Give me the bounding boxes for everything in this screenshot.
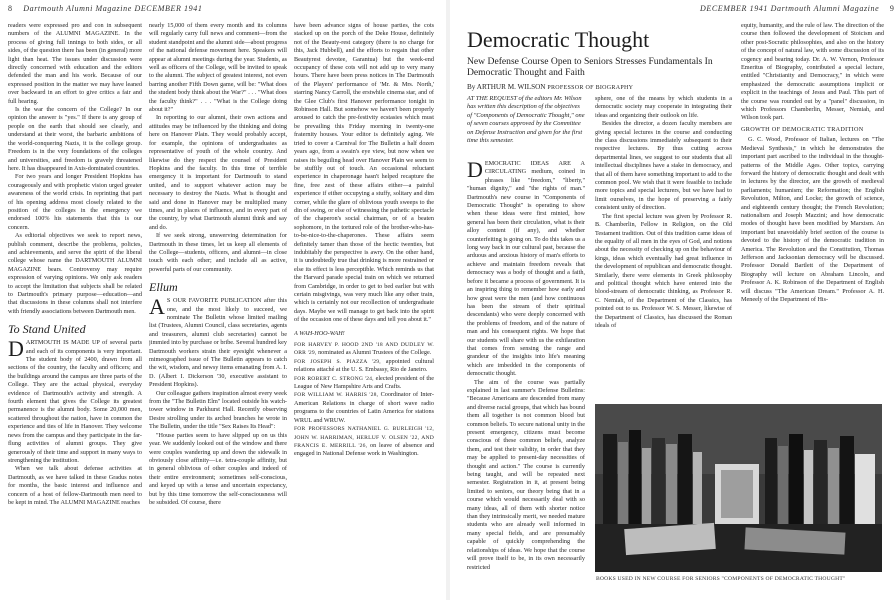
editor-intro: AT THE REQUEST of the editors Mr. Wilson has written this description of the objectives of "Components of Democratic Thought," one of seven courses approved by the Committee on Defense Instruction and given for the first time this semester. (467, 95, 585, 145)
right-column-3 (741, 22, 884, 400)
left-column-2 (149, 22, 287, 597)
credit-item: FOR JOSEPH S. PIAZZA '29, appointed cultural relations attaché at the U. S. Embassy, Rio de Janeiro. (294, 357, 434, 374)
byline-author: By ARTHUR M. WILSON (467, 83, 546, 91)
right-head-text: DECEMBER 1941 Dartmouth Alumni Magazine (700, 4, 880, 13)
paragraph: When we talk about defense activities at Dartmouth, as we have talked in these Gradus notes for months, the basic interest and influence and concern of a host of fellow-Dartmouth men need to be kept in mind. The ALUMNI MAGAZINE reaches (8, 465, 142, 506)
paragraph: Our colleague gathers inspiration almost every week from the "The Bulletin Elm" located outside his watch-tower window in Parkhurst Hall. Recently observing Desire strolling under its arched branches he wrote in The Bulletin, under the title "Sex Raises Its Head": (149, 389, 287, 431)
books-photo-image (595, 404, 882, 572)
left-column-3 (294, 22, 434, 597)
wah-hoo-wah-heading: A WAH-HOO-WAH! (294, 329, 345, 337)
paragraph: For two years and longer President Hopkins has courageously and with prophetic vision urged greater awareness of the world crisis. In reprinting that part of his opening address most closely related to the position of the colleges in the emergency we endorsed 100% his statements that this is our concern. (8, 173, 142, 231)
right-column-2 (595, 95, 732, 400)
article-subtitle: New Defense Course Open to Seniors Stresses Fundamentals In Democratic Thought and Faith (467, 56, 713, 78)
credit-item: FOR WILLIAM W. HARRIS '28, Coordinator of Inter-American Relations in charge of short wave radio programs to the countries of Latin America for stations WRUL and WRUW. (294, 391, 434, 424)
left-page-number: 8 (8, 4, 13, 13)
left-column-1 (8, 22, 142, 597)
credit-item: FOR ROBERT C. STRONG '24, elected president of the League of New Hampshire Arts and Crafts. (294, 374, 434, 391)
credit-item: FOR PROFESSORS NATHANIEL G. BURLEIGH '12, JOHN W. HARRIMAN, HERLUF V. OLSEN '22, AND FRANCIS E. MERRILL '26, on leave of absence and engaged in National Defense work in Washington. (294, 426, 434, 458)
left-running-head (8, 4, 202, 13)
drop-cap: A (149, 294, 165, 320)
right-column-1 (467, 160, 585, 597)
section-heading-stand-united: To Stand United (8, 322, 86, 337)
paragraph: sphere, one of the means by which students in a democratic society may cooperate in integrating their ideas and organizing their outlook on life. (595, 95, 732, 119)
credit-item: FOR HARVEY P. HOOD 2ND '18 AND DUDLEY W. ORR '29, nominated as Alumni Trustees of the College. (294, 342, 434, 357)
drop-cap: D (467, 160, 483, 182)
drop-cap: D (8, 336, 24, 362)
right-running-head (700, 4, 894, 13)
books-photo (595, 404, 882, 572)
paragraph: "House parties seem to have slipped up on us this year. We suddenly looked out of the window and there were couples wandering up and down the sidewalk in obviously close affinity—i.e. tetra-couple affinity, but in general oblivious of other couples and indeed of their entire environment; sometimes self-conscious, and keyed up with a tense and uncertain expectancy, but by this time tomorrow the self-consciousness will be subsided. Of course, there (149, 431, 287, 506)
photo-caption: BOOKS USED IN NEW COURSE FOR SENIORS "COMPONENTS OF DEMOCRATIC THOUGHT" (596, 576, 846, 582)
byline (467, 83, 633, 91)
paragraph: readers were expressed pro and con in subsequent numbers of the ALUMNI MAGAZINE. In the process of giving full innings to both sides, or all sides, of the question there has been (in general) more light than heat. The issues under discussion were directly concerned with education and the editors defended the man and his work. Because of our expressed position in the matter we may have leaned over backward in an effort to give critics a fair and full hearing. (8, 22, 142, 105)
paragraph: In reporting to our alumni, their own actions and attitudes may be influenced by the thinking and doing here on Hanover Plain. They would probably accept, for example, the opinions of undergraduates as representative of youth of the whole country. And likewise do they respect the counsel of President Hopkins and the faculty. In this time of terrible emergency it is important for Dartmouth to stand united, and to support whatever action may be necessary to destroy the Nazis. What is thought and said and done in Hanover may be multiplied many times, and in places of influence, and in every part of the country, by what Dartmouth alumni think and say and do. (149, 114, 287, 231)
right-page-number: 9 (889, 4, 895, 13)
paragraph: DARTMOUTH IS MADE UP of several parts and each of its components is very important. The student body of 2400, drawn from all sections of the country, the faculty and officers; and the buildings around the campus are three parts of the College. They are the actual physical, everyday evidence of Dartmouth's activity and strength. A fourth element that gives the College its greatest permanence is the alumni body. Some 20,000 men, scattered throughout the nation, have in common the experience and ties of life in Hanover. They welcome news from the campus and they participate in the far-flung activities of alumni groups. They give generously of their time and support in many ways to strengthening the institution. (8, 336, 142, 464)
paragraph: nearly 15,000 of them every month and its columns will regularly carry full news and comment—from the student standpoint and the alumni side—about progress of the national defense movement here. Speakers will appear at alumni meetings during the year. Students, as well as officers of the College, will be invited to speak to the alumni. The subject of greatest interest, not even barring another Fifth Down game, will be: "What does the student body think about the War?" . . . "What does the faculty think?" . . . "What is the College doing about it?" (149, 22, 287, 114)
paragraph: The first special lecture was given by Professor R. B. Chamberlin, Fellow in Religion, on the Old Testament tradition. Out of this tradition came ideas of the equality of all men in the eyes of God, and notions about the necessity of checking up on the behaviour of kings, ideas which eventually had great influence in the development of republican and democratic thought. Similarly, there were elements in Greek philosophy and political thought which have entered into the blood-stream of democratic thinking, as Professor R. C. Nemiah, of the Department of the Classics, has pointed out to us. Professor W. S. Messer, likewise of the Department of Classics, has discussed the Roman ideals of (595, 212, 732, 329)
paragraph: DEMOCRATIC IDEAS ARE A CIRCULATING medium, coined in phrases like "freedom," "liberty," "human dignity," and "the rights of man." Dartmouth's new course in "Components of Democratic Thought" is operating to show when these ideas were first minted, how general has been their circulation, what is their alloy content (if any), and whether counterfeiting is going on. To do this takes us a long way back in our cultural past, because the arduous and anxious history of man's efforts to achieve and maintain freedom reveals that democracy was a body of thought and a faith, before it became a process of government. It is an inspiring thing to remember how early and how great were the men (and how continuous has been the stream of their spiritual descendants) who were deeply concerned with the problems of freedom, and of the nature of man and his consequent rights. We hope that our students will share with us the exhilaration that comes from sensing the range and grandeur of the insights into life's meaning which are imbedded in the components of democratic thought. (467, 160, 585, 378)
paragraph: A S OUR FAVORITE PUBLICATION after this one, and the most likely to succeed, we nominate The Bulletin whose limited mailing list (Trustees, Alumni Council, class secretaries, agents and treasurers, alumni club secretaries) cannot be jimmied into by purchase or bribe. Several hundred key Dartmouth workers strain their eyesight whenever a mimeographed issue of The Bulletin appears to catch the wit, wisdom, and newsy items emanating from A. I. D. (Albert I. Dickerson '30, executive assistant to President Hopkins). (149, 294, 287, 389)
paragraph: G. C. Wood, Professor of Italian, lectures on "The Medieval Synthesis," in which he demonstrates the important part ascribed to the individual in the thought-patterns of the Middle Ages. Other topics, carrying forward the history of democratic thought and dealt with in lectures by the director, are the growth of medieval parliaments; humanism; the Reformation; the English Revolution, Milton, and Locke; the growth of science, and eighteenth century thought; the French Revolution; nationalism and Joseph Mazzini; and how democratic modes of thought have been modified by Marxism. An important but unavoidably brief section of the course is devoted to the history of the democratic tradition in America. The Revolution and the Constitution, Thomas Jefferson and Jacksonian democracy will be discussed. Professor Donald Bartlett of the Department of Biography will lecture on Abraham Lincoln, and Professor A. K. Robinson of the Department of English will discuss "The American Dream." Professor A. H. Meneely of the Department of His- (741, 136, 884, 303)
paragraph: If we seek strong, unswerving determination for Dartmouth in these times, let us keep all elements of the College—students, officers, and alumni—in close touch with each other; and include all as active, powerful parts of our community. (149, 232, 287, 273)
left-head-text: Dartmouth Alumni Magazine DECEMBER 1941 (23, 4, 203, 13)
section-heading-ellum: Ellum (149, 280, 178, 295)
paragraph: The aim of the course was partially explained in last summer's Defense Bulletins: "Because Americans are descended from many and diverse racial groups, that which has bound them all together is not common blood but common beliefs. To secure national unity in the present emergency, citizens must become conscious of these common beliefs, analyze them, and test their validity, in order that they may be applied to present-day necessities of thought and action." The course is currently being taught, and will be repeated next semester. Registration in it, at present being limited to seniors, our theory being that in a course which would necessarily deal with so many ideas, all of them with shorter notice than they intrinsically merit, we needed mature students who are already well informed in many special fields, and are presumably capable of quickly comprehending the relationships of ideas. We hope that the course will prove itself to be, in its own necessarily restricted (467, 378, 585, 571)
paragraph: Besides the director, a dozen faculty members are giving special lectures in the course and conducting the class discussions immediately subsequent to their respective lectures. By thus cutting across departmental lines, we suggest to our students that all intellectual disciplines have a stake in democracy, and that all of them have something important to add to the common pool. We wish that it were feasible to include more topics and special lecturers, but we have had to limit ourselves, in the hope of preserving a fairly consistent unity of direction. (595, 120, 732, 212)
paragraph: Is the war the concern of the College? In our opinion the answer is "yes." If there is any group of people on the earth that should see clearly, and understand at their worst, the barbaric ambitions of the world-conquering Nazis, it is the college group. Freedom is in the very foundations of the colleges and universities, and freedom is gravely threatened here. It has disappeared in Axis-dominated countries. (8, 106, 142, 172)
byline-title: PROFESSOR OF BIOGRAPHY (547, 85, 634, 91)
growth-heading: GROWTH OF DEMOCRATIC TRADITION (741, 125, 864, 133)
paragraph: As editorial objectives we seek to report news, publish comment, describe the problems, policies, and achievements, and serve the spirit of the liberal college whose name the DARTMOUTH ALUMNI MAGAZINE bears. Controversy may require expression of varying opinions. We only ask readers to accept the limitation that subjects shall be related to Dartmouth's primary purpose—education—and that discussions in these columns shall not interfere with friendly associations between Dartmouth men. (8, 232, 142, 315)
paragraph: equity, humanity, and the rule of law. The direction of the course then followed the development of Stoicism and other post-Socratic philosophies, and also on the history of the concept of natural law, with some discussion of its cogency and bearing today. Dr. A. W. Vernon, Professor Emeritus of Biography, contributed a special lecture, entitled "Christianity and Democracy," in which were emphasized the democratic assumptions implicit or explicit in the teachings of Jesus and Paul. This part of the course was rounded out by a "panel" discussion, in which Professors Chamberlin, Messer, Nemiah, and Wilson took part. (741, 22, 884, 122)
article-title: Democratic Thought (467, 27, 650, 52)
paragraph: have been advance signs of house parties, the cots stacked up on the porch of the Deke House, definitely not of the Beauty-rest category (there is no charge for this, Jack Hubbell), and the efforts to regain that other Beautyrest devotee, Garantua) but the week-end occupancy of these cots will not add up to very many hours. There have been press notices in The Dartmouth of the Players' performance of 'Mr. & Mrs. North,' starring Nancy Carroll, the erstwhile cinema star, and of the Glee Club's first Hanover performance tonight in Robinson Hall. But somehow we haven't been properly aroused to catch the pre-festivity ecstasies which must be prevailing this Friday morning in twenty-one fraternity houses. Your editor is definitely aging. We tried to cover a Carnival for The Bulletin a half dozen years ago, from a swain's eye view, but now when we raises its beguiling head over Hanover Plain we seem to be stuffily out of touch. An occasional reluctant experience in chaperonage hasn't helped recapture the fine, free zest of these affairs either—a painful experience if either occupying a stuffy, solitary and dim corner, while the glare of oblivious youth sweeps to the din of swing, or else of witnessing the pathetic spectacle of the chaperon's social chairman, or of a beaten sophomore, in the tortured role of the brother-who-has-to-be-nice-to-the-chaperones. These affairs seem definitely tamer than those of the hectic twenties, but indubitably the perspective is awry. On the other hand, it is undoubtedly true that drinking is more restrained or else its effect is less perceptible. Which reminds us that the Harvard parade special train on which we returned from Cambridge, in order to get to bed earlier but with certain misgivings, was very much like any other train, which is certainly not our recollection of undergraduate days. Maybe we will manage to get back into the spirit of the occasion one of these days and tell you about it." (294, 22, 434, 324)
